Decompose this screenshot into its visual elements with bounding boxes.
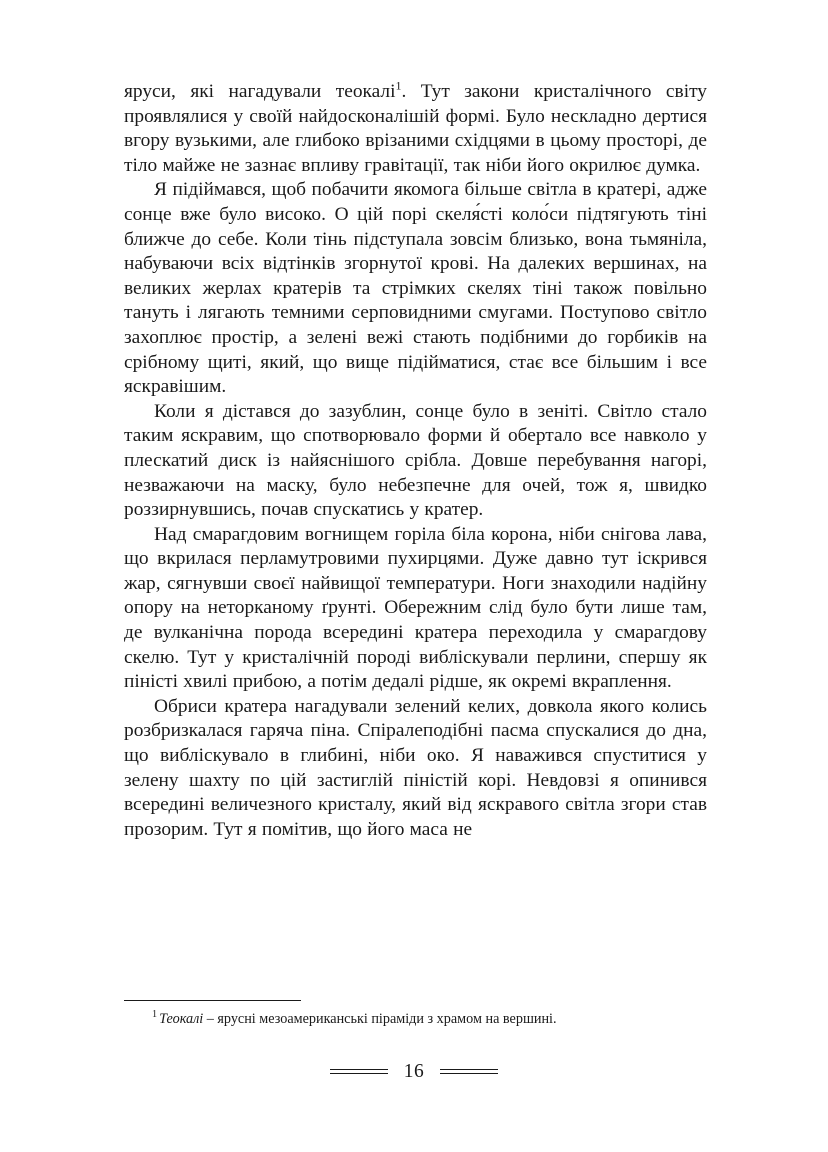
paragraph-5: Обриси кратера нагадували зелений келих, довкола якого колись розбризкалася гаряча піна. Спіралеподібні пасма спускалися до дна, що вибліскувало в глибині, ніби око. Я наважився спуститися у зелену шахту по цій застиглій піністій корі. Невдовзі я опинився всередині величезного кристалу, який від яскравого світла згори став прозорим. Тут я помітив, що його маса не	[124, 695, 707, 840]
paragraph-1	[124, 80, 707, 178]
footnote-text	[124, 1010, 707, 1028]
footnote-term: Теокалі	[159, 1011, 204, 1027]
footnote-reference-marker[interactable]: 1	[395, 78, 402, 93]
paragraph-3: Коли я дістався до зазублин, сонце було в зеніті. Світло стало таким яскравим, що спотворювало форми й обертало все навколо у плескатий диск із найяснішого срібла. Довше перебування нагорі, незважаючи на маску, було небезпечне для очей, тож я, швидко роззирнувшись, почав спускатись у кратер.	[124, 400, 707, 521]
paragraph-2: Я підіймався, щоб побачити якомога більше світла в кратері, адже сонце вже було високо. О цій порі скеля́сті коло́си підтягують тіні ближче до себе. Коли тінь підступала зовсім близько, вона тьмяніла, набуваючи всіх відтінків згорнутої крові. На далеких вершинах, на великих жерлах кратерів та стрімких скелях тіні також повільно тануть і лягають темними серповидними смугами. Поступово світло захоплює простір, а зелені вежі стають подібними до горбиків на срібному щиті, який, що вище підійматися, стає все більшим і все яскравішим.	[124, 179, 707, 398]
folio-ornament-right	[440, 1069, 498, 1074]
page-footer	[0, 1062, 828, 1082]
paragraph-1-rest: . Тут закони кристалічного світу проявлялися у своїй найдосконалішій формі. Було нескладно дертися вгору вузькими, але глибоко врізаними східцями в цьому просторі, де тіло майже не зазнає впливу гравітації, так ніби його окрилює думка.	[124, 81, 707, 176]
footnote-separator-rule	[124, 1000, 301, 1001]
footnote-marker: 1	[152, 1009, 158, 1021]
body-text-column	[124, 80, 707, 842]
footnote-definition: – ярусні мезоамериканські піраміди з храмом на вершині.	[203, 1011, 557, 1027]
paragraph-1-lead: яруси, які нагадували теокалі	[124, 81, 396, 102]
folio-ornament-left	[330, 1069, 388, 1074]
footnote-area	[124, 1000, 707, 1028]
paragraph-4: Над смарагдовим вогнищем горіла біла корона, ніби снігова лава, що вкрилася перламутровими пухирцями. Дуже давно тут іскрився жар, сягнувши своєї найвищої температури. Ноги знаходили надійну опору на неторканому ґрунті. Обережним слід було бути лише там, де вулканічна порода всередині кратера переходила у смарагдову скелю. Тут у кристалічній породі вибліскували перлини, спершу як піністі хвилі прибою, а потім дедалі рідше, як окремі вкраплення.	[124, 523, 707, 693]
page-number: 16	[403, 1061, 425, 1082]
